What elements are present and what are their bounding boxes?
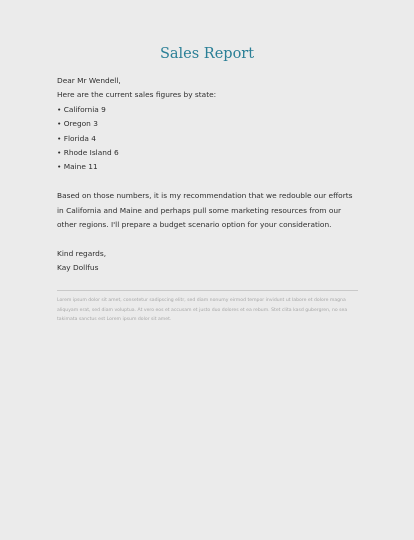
spacer — [57, 175, 357, 189]
list-item: • Maine 11 — [57, 160, 357, 174]
list-item: • Florida 4 — [57, 132, 357, 146]
signature: Kay Dollfus — [57, 263, 99, 273]
footer-text: Lorem ipsum dolor sit amet, consetetur sadipscing elitr, sed diam nonumy eirmod tempor invidunt ut labore et dolore magna aliquyam erat, sed diam voluptua. At vero eos et accusam et justo duo dolores et ea rebum. Stet clita kasd gubergren, no sea takimata sanctus est Lorem ipsum dolor sit amet. — [57, 298, 348, 322]
list-item: • California 9 — [57, 103, 357, 117]
sales-list — [57, 103, 357, 175]
list-item: • Rhode Island 6 — [57, 146, 357, 160]
intro-text: Here are the current sales figures by state: — [57, 90, 217, 100]
closing: Kind regards, — [57, 248, 107, 258]
letter-body — [57, 74, 357, 276]
spacer — [57, 232, 357, 246]
page-title: Sales Report — [159, 46, 255, 62]
recommendation-paragraph: Based on those numbers, it is my recommendation that we redouble our efforts in California and Maine and perhaps pull some marketing resources from our other regions. I'll prepare a budget scenario option for your consideration. — [57, 191, 353, 230]
footer-divider — [57, 290, 358, 291]
salutation: Dear Mr Wendell, — [57, 76, 121, 85]
list-item: • Oregon 3 — [57, 117, 357, 131]
